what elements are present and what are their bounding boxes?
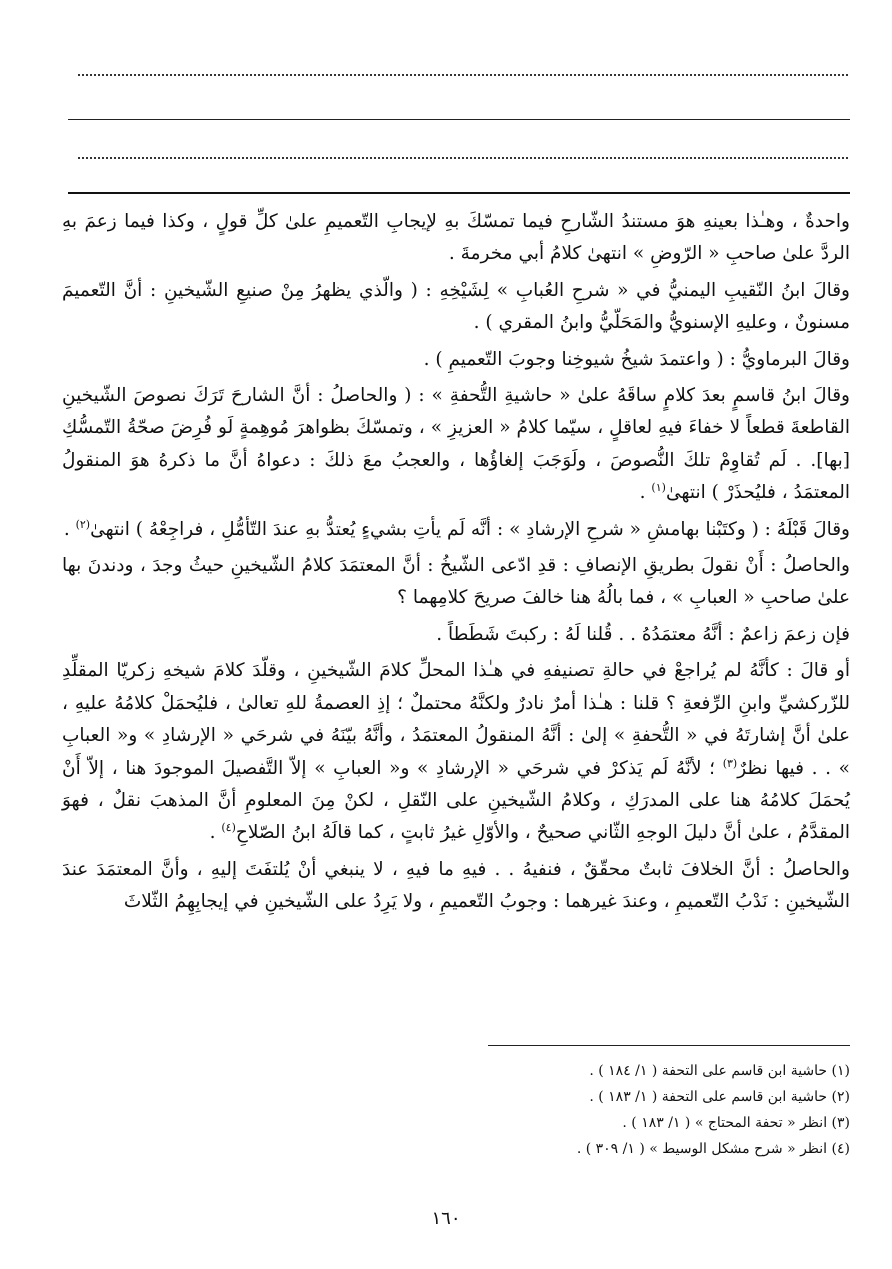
footnote-2: (٢) حاشية ابن قاسم على التحفة ( ١/ ١٨٣ ) . bbox=[589, 1089, 850, 1105]
header-rule bbox=[68, 119, 850, 120]
paragraph: وقالَ البرماويُّ : ( واعتمدَ شيخُ شيوخِنا وجوبَ التّعميمِ ) . bbox=[423, 348, 850, 370]
footnote-marker-3[interactable]: (٣) bbox=[722, 756, 738, 770]
main-text bbox=[62, 206, 850, 923]
footnote-marker-1[interactable]: (١) bbox=[651, 481, 666, 495]
paragraph: والحاصلُ : أنَّ الخلافَ ثابتٌ محقّقٌ ، فنفيهُ . . فيهِ ما فيهِ ، لا ينبغي أنْ يُلتفَتَ إليهِ ، وأنَّ المعتمَدَ عندَ الشّيخينِ : نَدْبُ التّعميمِ ، وعندَ غيرهما : وجوبُ التّعميمِ ، ولا يَرِدُ على الشّيخينِ في إيجابِهِمُ الثّلاثَ bbox=[62, 858, 850, 913]
footnote-1: (١) حاشية ابن قاسم على التحفة ( ١/ ١٨٤ ) . bbox=[589, 1063, 850, 1079]
footnote-4: (٤) انظر « شرح مشكل الوسيط » ( ١/ ٣٠٩ ) . bbox=[576, 1141, 850, 1157]
footnote-rule bbox=[488, 1045, 850, 1046]
paragraph: وقالَ ابنُ النّقيبِ اليمنيُّ في « شرحِ العُبابِ » لِشَيْخِهِ : ( والّذي يظهرُ مِنْ صنيعِ الشّيخينِ : أنَّ التّعميمَ مسنونٌ ، وعليهِ الإسنويُّ والمَحَلّيُّ وابنُ المقري ) . bbox=[62, 279, 850, 334]
paragraph-text: وقالَ قَبْلَهُ : ( وكتَبْنا بهامشِ « شرحِ الإرشادِ » : أنَّه لَم يأتِ بشيءٍ يُعتدُّ بهِ عندَ التّأمُّلِ ، فراجِعْهُ ) انتهىٰ bbox=[90, 518, 850, 540]
paragraph-tail: . bbox=[209, 822, 222, 844]
paragraph bbox=[62, 514, 850, 546]
paragraph-text: ؛ لأنَّهُ لَم يَذكرْ في شرحَي « الإرشادِ » و« العبابِ » إلاّ التَّفصيلَ الموجودَ هنا ، إلاّ أَنْ يُحمَلَ كلامُهُ هنا على المدرَكِ ، وكلامُ الشّيخينِ على النّقلِ ، لكنْ مِنَ المعلومِ أنَّ المذهبَ نقلٌ ، فهوَ المقدَّمُ ، علىٰ أنَّ دليلَ الوجهِ الثّاني صحيحٌ ، والأوّلِ غيرُ ثابتٍ ، كما قالَهُ ابنُ الصّلاحِ bbox=[62, 757, 850, 844]
paragraph-tail: . bbox=[63, 518, 76, 540]
paragraph: فإن زعمَ زاعمٌ : أنَّهُ معتمَدُهُ . . قُلنا لَهُ : ركبتَ شَطَطاً . bbox=[436, 623, 850, 645]
text-top-rule bbox=[68, 192, 850, 194]
paragraph: واحدةٌ ، وهـٰذا بعينهِ هوَ مستندُ الشّارحِ فيما تمسّكَ بهِ لإيجابِ التّعميمِ علىٰ كلِّ قولٍ ، وكذا فيما زعمَ بهِ الردَّ علىٰ صاحبِ « الرّوضِ » انتهىٰ كلامُ أبي مخرمةَ . bbox=[62, 211, 850, 265]
paragraph-text: وقالَ ابنُ قاسمٍ بعدَ كلامٍ ساقَهُ علىٰ « حاشيةِ التُّحفةِ » : ( والحاصلُ : أنَّ الشارحَ تَرَكَ نصوصَ الشّيخينِ القاطعةَ قطعاً لا خفاءَ فيهِ لعاقلٍ ، سيّما كلامُ « العزيزِ » ، وتمسّكَ بظواهرَ مُوهِمةٍ لَو فُرِضَ صحّةُ التّمسُّكِ [بها]. . لَم تُقاوِمْ تلكَ النُّصوصَ ، ولَوَجَبَ إلغاؤُها ، والعجبُ معَ ذلكَ : دعواهُ أنَّ ما ذكرهُ هوَ المنقولُ المعتمَدُ ، فليُحذَرْ ) انتهىٰ bbox=[62, 385, 850, 504]
footnote-marker-4[interactable]: (٤) bbox=[221, 821, 236, 835]
footnote-3: (٣) انظر « تحفة المحتاج » ( ١/ ١٨٣ ) . bbox=[622, 1115, 850, 1131]
dotted-line-top bbox=[78, 74, 848, 76]
paragraph bbox=[62, 655, 850, 849]
paragraph: وقالَ ابنُ قاسمٍ بعدَ كلامٍ ساقَهُ علىٰ « حاشيةِ التُّحفةِ » : ( والحاصلُ : أنَّ الشارحَ تَرَكَ نصوصَ الشّيخينِ القاطعةَ قطعاً لا خفاءَ فيهِ لعاقلٍ ، سيّما كلامُ « العزيزِ » ، وتمسّكَ بظواهرَ مُوهِمةٍ لَو فُرِضَ صحّةُ التّمسُّكِ [بها]. . لَم تُقاوِمْ تلكَ النُّصوصَ ، ولَوَجَبَ إلغاؤُها ، والعجبُ معَ ذلكَ : دعواهُ أنَّ ما ذكرهُ هوَ المنقولُ المعتمَدُ ، فليُحذَرْ ) انتهىٰ$^{(١)}$ . bbox=[62, 385, 850, 504]
paragraph-text: أو قالَ : كأنَّهُ لم يُراجعْ في حالةِ تصنيفهِ في هـٰذا المحلِّ كلامَ الشّيخينِ ، وقلّدَ كلامَ شيخهِ زكريّا المقلِّدِ للزّركشيِّ وابنِ الرِّفعةِ ؟ قلنا : هـٰذا أمرٌ نادرٌ ولكنَّهُ محتملٌ ؛ إذِ العصمةُ للهِ تعالىٰ ، فليُحمَلْ كلامُهُ عليهِ ، علىٰ أنَّ إشارتَهُ في « التُّحفةِ » إلىٰ : أنَّهُ المنقولُ المعتمَدُ ، وأنَّهُ بيّنَهُ في شرحَي « الإرشادِ » و« العبابِ » . . فيها نظرٌ bbox=[62, 660, 850, 779]
footnotes bbox=[62, 1058, 850, 1162]
paragraph: والحاصلُ : أَنْ نقولَ بطريقِ الإنصافِ : قدِ ادّعى الشّيخُ : أنَّ المعتمَدَ كلامُ الشّيخينِ حيثُ وجدَ ، ودندنَ بها علىٰ صاحبِ « العبابِ » ، فما بالُهُ هنا خالفَ صريحَ كلامِهما ؟ bbox=[62, 555, 850, 609]
page-number: ١٦٠ bbox=[431, 1208, 461, 1229]
dotted-line-bottom bbox=[78, 157, 848, 159]
footnote-marker-2[interactable]: (٢) bbox=[75, 517, 91, 531]
